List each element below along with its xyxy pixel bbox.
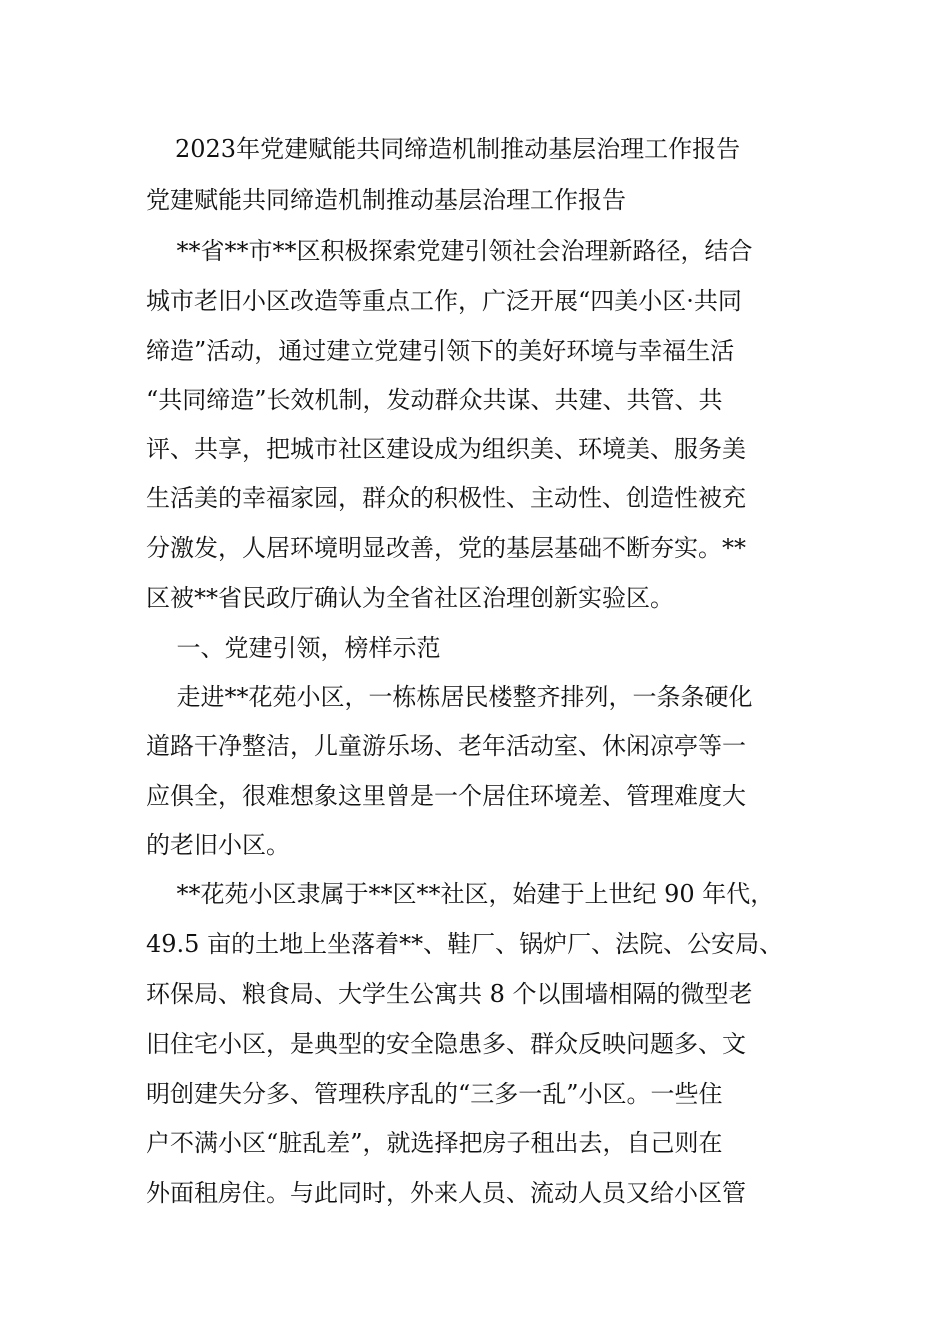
body-line-20: 外面租房住。与此同时，外来人员、流动人员又给小区管 (146, 1179, 746, 1207)
document-title: 2023年党建赋能共同缔造机制推动基层治理工作报告 (175, 135, 741, 163)
body-line-17: 旧住宅小区，是典型的安全隐患多、群众反映问题多、文 (146, 1030, 746, 1058)
body-line-11: 道路干净整洁，儿童游乐场、老年活动室、休闲凉亭等一 (146, 732, 746, 760)
section-heading-1: 一、党建引领，榜样示范 (146, 634, 441, 662)
body-line-10: 走进**花苑小区，一栋栋居民楼整齐排列，一条条硬化 (146, 683, 753, 711)
body-line-5: 评、共享，把城市社区建设成为组织美、环境美、服务美 (146, 435, 746, 463)
body-line-19: 户不满小区“脏乱差”，就选择把房子租出去，自己则在 (146, 1129, 723, 1157)
body-line-14: **花苑小区隶属于**区**社区，始建于上世纪 90 年代， (146, 880, 775, 908)
body-line-15: 49.5 亩的土地上坐落着**、鞋厂、锅炉厂、法院、公安局、 (146, 930, 784, 958)
body-line-6: 生活美的幸福家园，群众的积极性、主动性、创造性被充 (146, 484, 746, 512)
body-line-1: **省**市**区积极探索党建引领社会治理新路径，结合 (146, 237, 753, 265)
body-line-16: 环保局、粮食局、大学生公寓共 8 个以围墙相隔的微型老 (146, 980, 753, 1008)
body-line-8: 区被**省民政厅确认为全省社区治理创新实验区。 (146, 584, 674, 612)
body-line-18: 明创建失分多、管理秩序乱的“三多一乱”小区。一些住 (146, 1080, 723, 1108)
body-line-7: 分激发，人居环境明显改善，党的基层基础不断夯实。** (146, 534, 746, 562)
document-subtitle: 党建赋能共同缔造机制推动基层治理工作报告 (146, 186, 626, 214)
body-line-3: 缔造”活动，通过建立党建引领下的美好环境与幸福生活 (146, 337, 735, 365)
body-line-12: 应俱全，很难想象这里曾是一个居住环境差、管理难度大 (146, 782, 746, 810)
body-line-2: 城市老旧小区改造等重点工作，广泛开展“四美小区·共同 (146, 287, 742, 315)
body-line-13: 的老旧小区。 (146, 831, 290, 859)
body-line-4: “共同缔造”长效机制，发动群众共谋、共建、共管、共 (146, 386, 723, 414)
